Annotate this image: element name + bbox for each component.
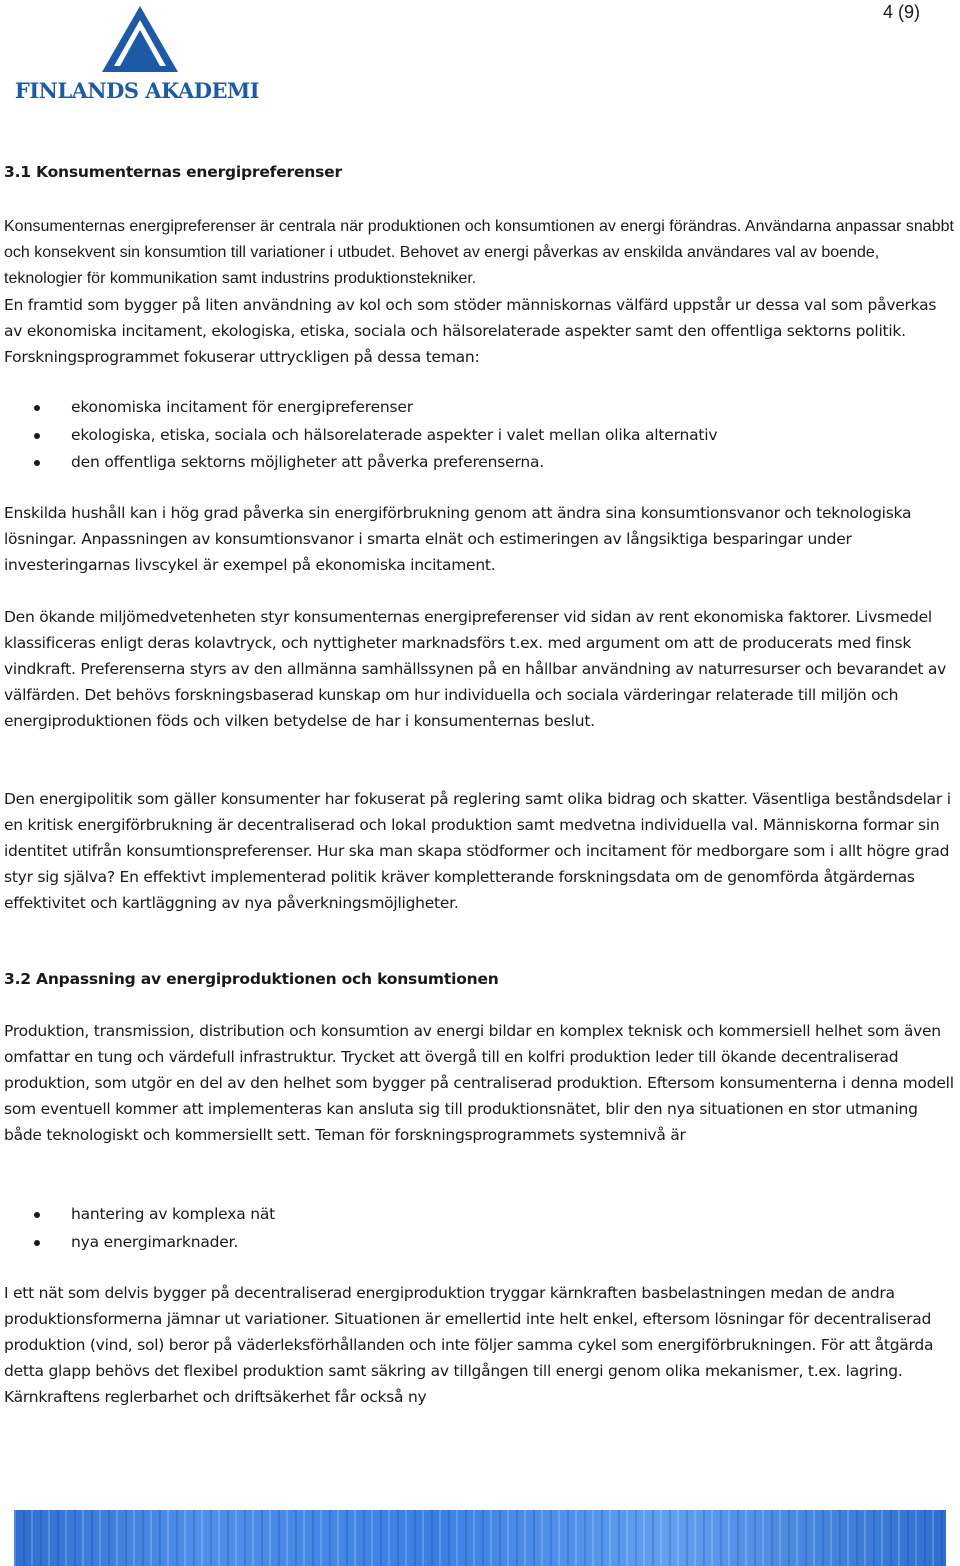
paragraph-households: Enskilda hushåll kan i hög grad påverka sin energiförbrukning genom att ändra sina konsumtionsvanor och teknologiska lösningar. Anpassningen av konsumtionsvanor i smarta elnät och estimeringen av långsiktiga besparingar under investeringarnas livscykel är exempel på ekonomiska incitament. (4, 504, 912, 574)
section-heading-3-2: 3.2 Anpassning av energiproduktionen och konsumtionen (4, 970, 499, 988)
list-item: nya energimarknader. (4, 1229, 275, 1257)
list-item: hantering av komplexa nät (4, 1201, 275, 1229)
paragraph-nuclear: I ett nät som delvis bygger på decentraliserad energiproduktion tryggar kärnkraften basbelastningen medan de andra produktionsformerna jämnar ut variationer. Situationen är emellertid inte helt enkel, eftersom lösningar för decentraliserad produktion (vind, sol) beror på väderleksförhållanden och inte följer samma cykel som energiförbrukningen. För att åtgärda detta glapp behövs det flexibel produktion samt säkring av tillgången till energi genom olika mekanismer, t.ex. lagring. Kärnkraftens reglerbarhet och driftsäkerhet får också ny (4, 1284, 934, 1406)
triangle-logo-icon (100, 4, 180, 74)
logo-text: FINLANDS AKADEMI (14, 78, 260, 103)
list-item: ekonomiska incitament för energipreferenser (4, 394, 717, 422)
bullet-list-themes (4, 394, 717, 477)
page-number: 4 (9) (882, 2, 920, 22)
paragraph-intro: Konsumenternas energipreferenser är centrala när produktionen och konsumtionen av energi förändras. Användarna anpassar snabbt och konsekvent sin konsumtion till variationer i utbudet. Behovet av energi påverkas av enskilda användares val av boende, teknologier för kommunikation samt industrins produktionstekniker. (4, 218, 954, 287)
paragraph-intro-continued: En framtid som bygger på liten användning av kol och som stöder människornas välfärd uppstår ur dessa val som påverkas av ekonomiska incitament, ekologiska, etiska, sociala och hälsorelaterade aspekter samt den offentliga sektorns politik. Forskningsprogrammet fokuserar uttryckligen på dessa teman: (4, 296, 937, 366)
list-item: den offentliga sektorns möjligheter att påverka preferenserna. (4, 449, 717, 477)
footer-decorative-band (14, 1510, 946, 1566)
paragraph-environment: Den ökande miljömedvetenheten styr konsumenternas energipreferenser vid sidan av rent ekonomiska faktorer. Livsmedel klassificeras enligt deras kolavtryck, och nyttigheter marknadsförs t.ex. med argument om att de producerats med finsk vindkraft. Preferenserna styrs av den allmänna samhällssynen på en hållbar användning av naturresurser och bevarandet av välfärden. Det behövs forskningsbaserad kunskap om hur individuella och sociala värderingar relaterade till miljön och energiproduktionen föds och vilken betydelse de har i konsumenternas beslut. (4, 608, 947, 730)
bullet-list-system-themes (4, 1201, 275, 1256)
section-heading-3-1: 3.1 Konsumenternas energipreferenser (4, 163, 342, 181)
list-item: ekologiska, etiska, sociala och hälsorelaterade aspekter i valet mellan olika alternativ (4, 422, 717, 450)
paragraph-energy-policy: Den energipolitik som gäller konsumenter har fokuserat på reglering samt olika bidrag och skatter. Väsentliga beståndsdelar i en kritisk energiförbrukning är decentraliserad och lokal produktion samt medvetna individuella val. Människorna formar sin identitet utifrån konsumtionspreferenser. Hur ska man skapa stödformer och incitament för medborgare som i allt högre grad styr sig själva? En effektivt implementerad politik kräver kompletterande forskningsdata om de genomförda åtgärdernas effektivitet och kartläggning av nya påverkningsmöjligheter. (4, 790, 951, 912)
finlands-akademi-logo (6, 4, 268, 103)
paragraph-production: Produktion, transmission, distribution och konsumtion av energi bildar en komplex teknisk och kommersiell helhet som även omfattar en tung och värdefull infrastruktur. Trycket att övergå till en kolfri produktion leder till ökande decentraliserad produktion, som utgör en del av den helhet som bygger på centraliserad produktion. Eftersom konsumenterna i denna modell som eventuell kommer att implementeras kan ansluta sig till produktionsnätet, blir den nya situationen en stor utmaning både teknologiskt och kommersiellt sett. Teman för forskningsprogrammets systemnivå är (4, 1022, 954, 1144)
